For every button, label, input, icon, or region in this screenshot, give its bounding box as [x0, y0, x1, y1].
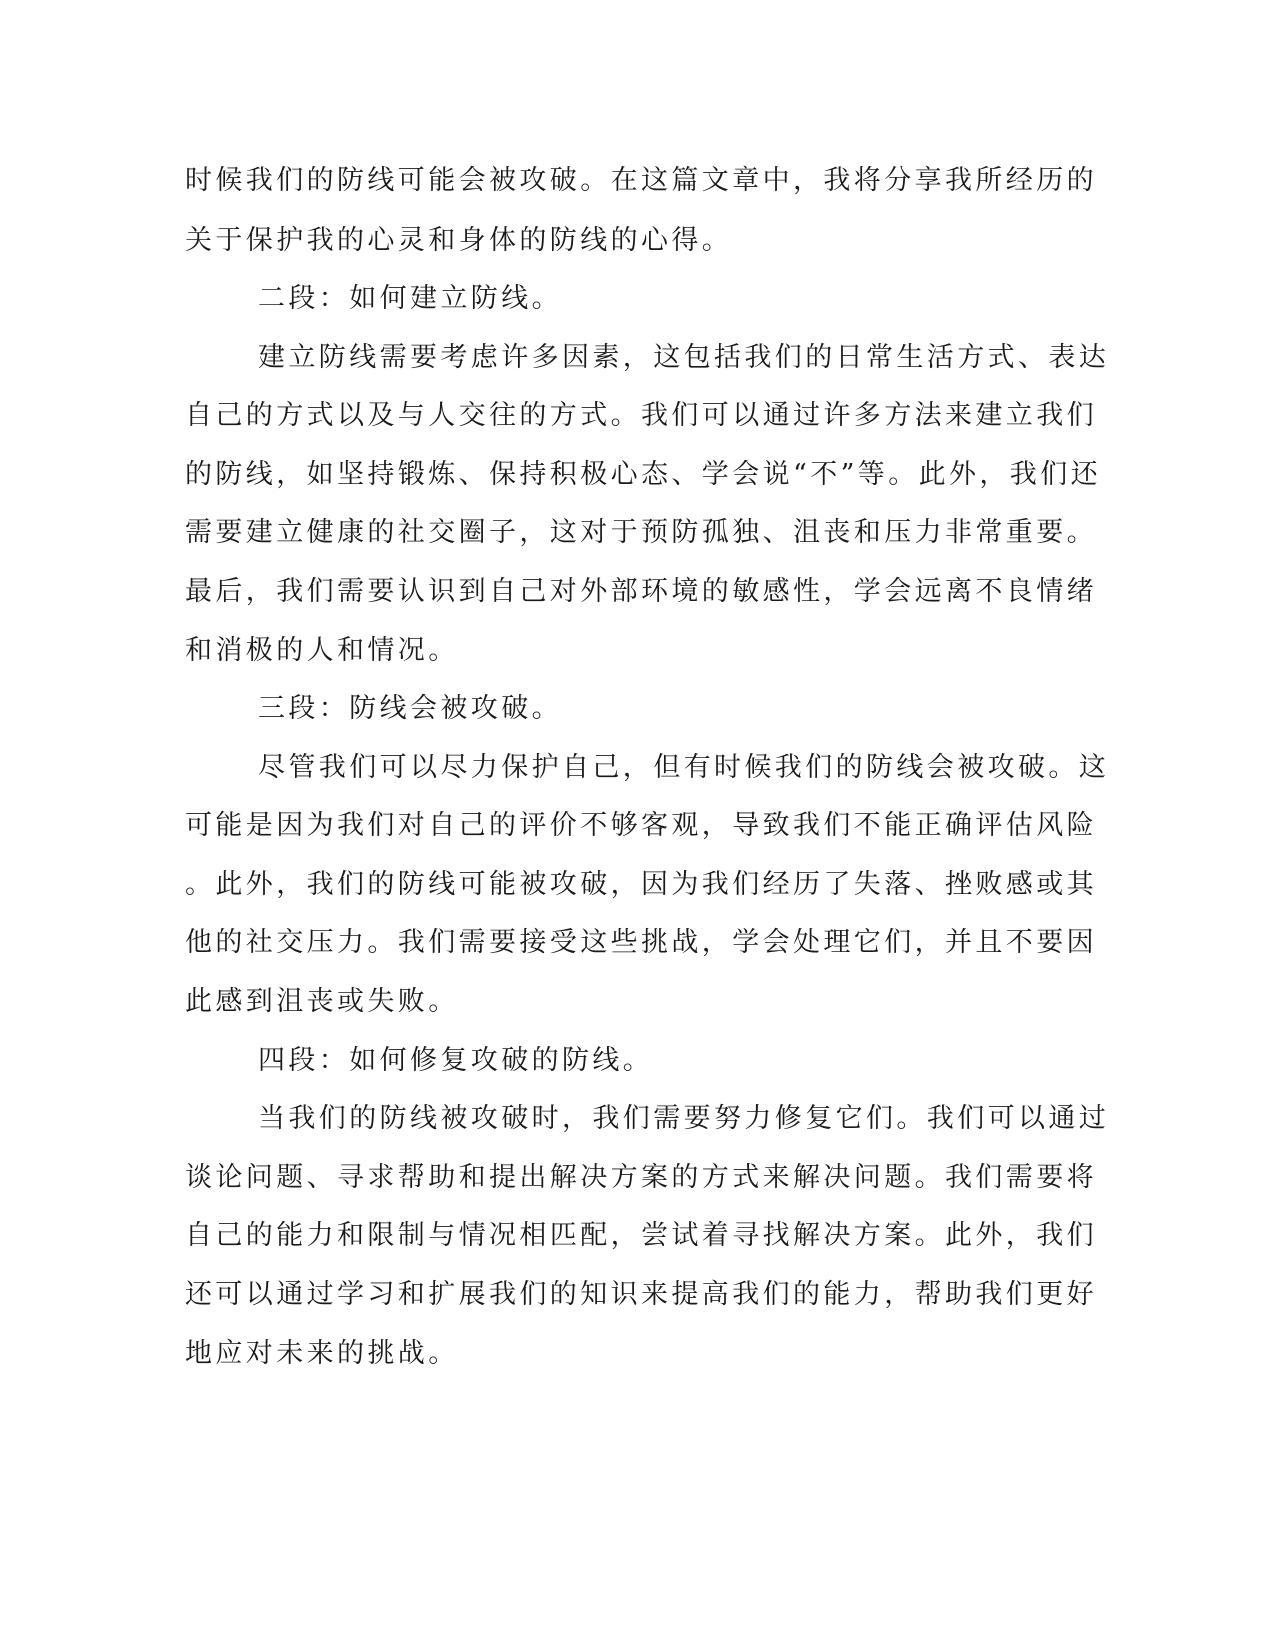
text-line: 当我们的防线被攻破时，我们需要努力修复它们。我们可以通过 [258, 1103, 1110, 1134]
text-line: 建立防线需要考虑许多因素，这包括我们的日常生活方式、表达 [258, 342, 1110, 373]
section-heading: 三段：防线会被攻破。 [258, 693, 562, 724]
text-line: 需要建立健康的社交圈子，这对于预防孤独、沮丧和压力非常重要。 [185, 517, 1097, 548]
text-line: 自己的能力和限制与情况相匹配，尝试着寻找解决方案。此外，我们 [185, 1220, 1097, 1251]
text-line: 时候我们的防线可能会被攻破。在这篇文章中，我将分享我所经历的 [185, 165, 1097, 196]
text-line: 可能是因为我们对自己的评价不够客观，导致我们不能正确评估风险 [185, 810, 1097, 841]
text-line: 的防线，如坚持锻炼、保持积极心态、学会说“不”等。此外，我们还 [185, 459, 1102, 490]
text-line: 最后，我们需要认识到自己对外部环境的敏感性，学会远离不良情绪 [185, 576, 1097, 607]
text-line: 此感到沮丧或失败。 [185, 986, 459, 1017]
text-line: 关于保护我的心灵和身体的防线的心得。 [185, 225, 733, 256]
text-line: 谈论问题、寻求帮助和提出解决方案的方式来解决问题。我们需要将 [185, 1162, 1097, 1193]
text-line: 尽管我们可以尽力保护自己，但有时候我们的防线会被攻破。这 [258, 752, 1110, 783]
text-line: 地应对未来的挑战。 [185, 1338, 459, 1369]
text-line: 还可以通过学习和扩展我们的知识来提高我们的能力，帮助我们更好 [185, 1279, 1097, 1310]
text-line: 。此外，我们的防线可能被攻破，因为我们经历了失落、挫败感或其 [185, 869, 1097, 900]
text-line: 和消极的人和情况。 [185, 635, 459, 666]
text-line: 自己的方式以及与人交往的方式。我们可以通过许多方法来建立我们 [185, 400, 1097, 431]
text-line: 他的社交压力。我们需要接受这些挑战，学会处理它们，并且不要因 [185, 927, 1097, 958]
section-heading: 二段：如何建立防线。 [258, 283, 562, 314]
section-heading: 四段：如何修复攻破的防线。 [258, 1045, 654, 1076]
